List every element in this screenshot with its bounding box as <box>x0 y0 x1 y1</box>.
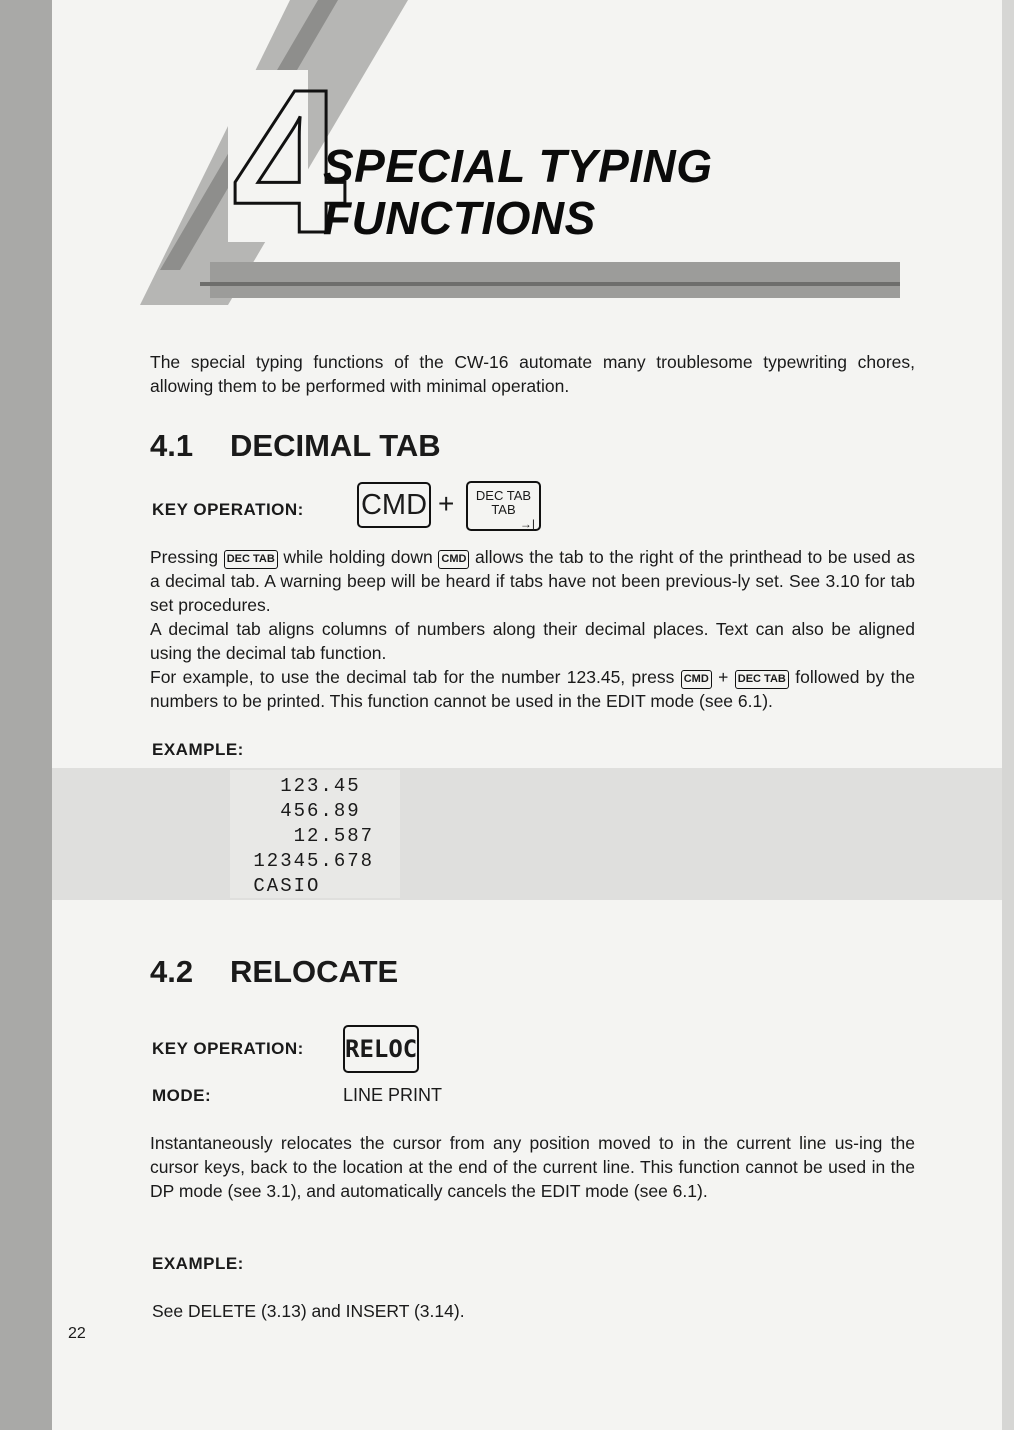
section-title: DECIMAL TAB <box>230 428 441 463</box>
cmd-key-inline-icon: CMD <box>681 670 712 689</box>
key-operation-label: KEY OPERATION: <box>152 500 304 519</box>
plus-sign: + <box>438 488 455 519</box>
reloc-key-icon: RELOC <box>343 1025 419 1073</box>
decimal-tab-paragraph-1 <box>150 545 915 617</box>
dec-tab-key-top: DEC TAB <box>475 488 532 503</box>
right-margin-bar <box>1002 0 1014 1430</box>
chapter-title <box>323 140 713 244</box>
p1-text-b: while holding down <box>283 547 433 567</box>
tab-arrow-icon: →| <box>519 517 535 531</box>
chapter-title-line2: FUNCTIONS <box>323 192 596 244</box>
cmd-key-inline-icon: CMD <box>438 550 469 569</box>
mode-value: LINE PRINT <box>343 1085 443 1105</box>
p3-plus: + <box>718 667 729 687</box>
section-heading-decimal-tab <box>150 428 441 464</box>
intro-paragraph: The special typing functions of the CW-16 automate many troublesome typewriting chores, allowing them to be performed with minimal operation. <box>150 352 915 396</box>
key-operation-label: KEY OPERATION: <box>152 1039 304 1058</box>
chapter-title-line1: SPECIAL TYPING <box>323 140 713 192</box>
page-number: 22 <box>68 1325 86 1342</box>
section-number: 4.1 <box>150 428 194 463</box>
section-title: RELOCATE <box>230 954 399 989</box>
cmd-key-icon: CMD <box>357 482 431 528</box>
example-band <box>52 768 1002 900</box>
example-printout: 123.45 456.89 12.587 12345.678 CASIO <box>253 775 375 897</box>
chapter-header <box>140 0 900 305</box>
p1-text-c: allows the tab to the right of the printhead to be used as a decimal tab. A warning beep will be heard if tabs have not been previous-ly set. See 3.10 for tab set procedures. <box>150 547 915 615</box>
p1-text-a: Pressing <box>150 547 219 567</box>
dec-tab-key-icon <box>466 481 541 531</box>
relocate-description: Instantaneously relocates the cursor from any position moved to in the current line us-ing the cursor keys, back to the location at the end of the current line. This function cannot be used in the DP mode (see 3.1), and automatically cancels the EDIT mode (see 6.1). <box>150 1133 915 1201</box>
dec-tab-key-bottom: TAB <box>491 502 516 517</box>
decimal-tab-paragraph-2: A decimal tab aligns columns of numbers along their decimal places. Text can also be aligned using the decimal tab function. <box>150 619 915 663</box>
chapter-number: 4 <box>232 47 347 276</box>
example-label: EXAMPLE: <box>152 740 244 759</box>
left-margin-bar <box>0 0 52 1430</box>
p3-text-a: For example, to use the decimal tab for the number 123.45, press <box>150 667 675 687</box>
example-label: EXAMPLE: <box>152 1254 244 1273</box>
section-heading-relocate <box>150 954 398 990</box>
decimal-tab-paragraph-3 <box>150 665 915 713</box>
section-number: 4.2 <box>150 954 194 989</box>
p3-text-b: followed by the numbers to be printed. This function cannot be used in the EDIT mode (see 6.1). <box>150 667 915 711</box>
mode-label: MODE: <box>152 1086 212 1105</box>
dec-tab-key-inline-icon: DEC TAB <box>224 550 278 569</box>
relocate-example-text: See DELETE (3.13) and INSERT (3.14). <box>152 1301 465 1321</box>
dec-tab-key-inline-icon: DEC TAB <box>735 670 789 689</box>
